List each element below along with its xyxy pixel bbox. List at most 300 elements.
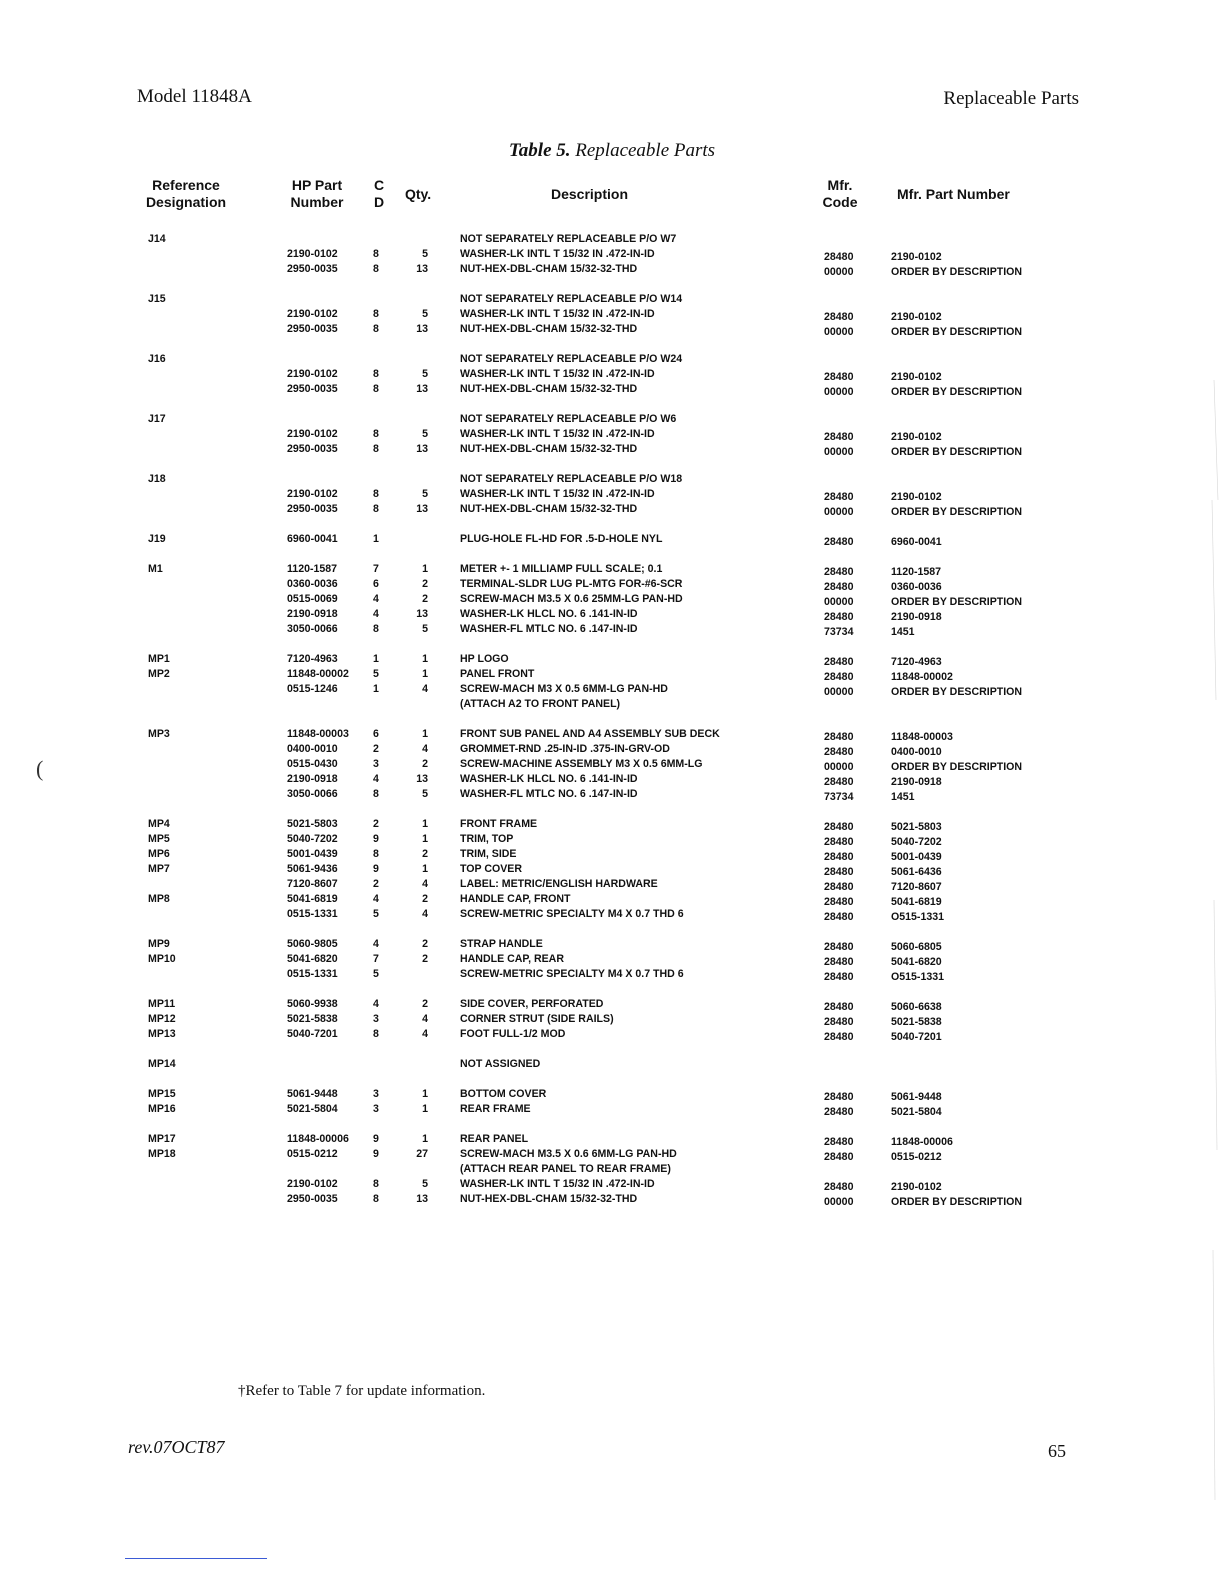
table-row: [0, 562, 1224, 576]
page-number: 65: [1048, 1441, 1066, 1461]
cell-hp: 2190-0102: [287, 488, 338, 500]
cell-code: 28480: [824, 941, 854, 953]
cell-desc: SCREW-MACH M3 X 0.5 6MM-LG PAN-HD: [460, 683, 668, 695]
cell-desc: WASHER-FL MTLC NO. 6 .147-IN-ID: [460, 623, 638, 635]
cell-mpn: 2190-0918: [891, 611, 942, 623]
table-row: [0, 667, 1224, 681]
cell-mpn: 1451: [891, 626, 915, 638]
table-row: [0, 757, 1224, 771]
cell-cd: 7: [373, 953, 379, 965]
cell-cd: 8: [373, 503, 379, 515]
cell-cd: 4: [373, 893, 379, 905]
cell-mpn: ORDER BY DESCRIPTION: [891, 596, 1023, 608]
table-row: [0, 862, 1224, 876]
cell-hp: 0515-0069: [287, 593, 338, 605]
cell-hp: 2190-0918: [287, 608, 338, 620]
cell-mpn: 5001-0439: [891, 851, 942, 863]
cell-hp: 3050-0066: [287, 623, 338, 635]
table-row: [0, 262, 1224, 276]
cell-ref: MP2: [148, 668, 170, 680]
table-row: [0, 427, 1224, 441]
cell-hp: 7120-8607: [287, 878, 338, 890]
cell-mpn: ORDER BY DESCRIPTION: [891, 446, 1023, 458]
cell-qty: 4: [422, 1028, 428, 1040]
cell-desc: STRAP HANDLE: [460, 938, 543, 950]
cell-qty: 1: [422, 668, 428, 680]
cell-ref: MP14: [148, 1058, 176, 1070]
table-row: [0, 247, 1224, 261]
col-header-hp-line2: Number: [290, 194, 344, 210]
cell-desc: SCREW-METRIC SPECIALTY M4 X 0.7 THD 6: [460, 908, 684, 920]
cell-hp: 5021-5838: [287, 1013, 338, 1025]
cell-cd: 2: [373, 818, 379, 830]
cell-hp: 0360-0036: [287, 578, 338, 590]
cell-desc: GROMMET-RND .25-IN-ID .375-IN-GRV-OD: [460, 743, 670, 755]
cell-hp: 2190-0102: [287, 248, 338, 260]
cell-desc: FOOT FULL-1/2 MOD: [460, 1028, 566, 1040]
cell-ref: MP15: [148, 1088, 176, 1100]
cell-mpn: ORDER BY DESCRIPTION: [891, 761, 1023, 773]
table-row: [0, 352, 1224, 366]
cell-hp: 0400-0010: [287, 743, 338, 755]
cell-ref: MP17: [148, 1133, 176, 1145]
cell-hp: 0515-0212: [287, 1148, 338, 1160]
cell-hp: 1120-1587: [287, 563, 338, 575]
cell-ref: MP16: [148, 1103, 176, 1115]
table-row: [0, 1012, 1224, 1026]
table-row: [0, 1192, 1224, 1206]
table-row: [0, 532, 1224, 546]
cell-hp: 0515-1331: [287, 968, 338, 980]
cell-qty: 5: [422, 1178, 428, 1190]
table-row: [0, 577, 1224, 591]
cell-hp: 5061-9436: [287, 863, 338, 875]
cell-ref: J16: [148, 353, 166, 365]
table-row: [0, 1087, 1224, 1101]
cell-desc: (ATTACH REAR PANEL TO REAR FRAME): [460, 1163, 671, 1175]
table-row: [0, 937, 1224, 951]
cell-mpn: O515-1331: [891, 971, 945, 983]
cell-mpn: 0400-0010: [891, 746, 942, 758]
cell-cd: 6: [373, 578, 379, 590]
col-header-reference-line2: Designation: [145, 194, 227, 210]
cell-code: 28480: [824, 431, 854, 443]
cell-code: 28480: [824, 311, 854, 323]
cell-desc: NUT-HEX-DBL-CHAM 15/32-32-THD: [460, 383, 638, 395]
cell-code: 28480: [824, 971, 854, 983]
table-row: [0, 832, 1224, 846]
cell-qty: 5: [422, 368, 428, 380]
cell-desc: NOT SEPARATELY REPLACEABLE P/O W14: [460, 293, 683, 305]
cell-desc: NOT SEPARATELY REPLACEABLE P/O W24: [460, 353, 683, 365]
cell-qty: 13: [416, 263, 428, 275]
cell-code: 28480: [824, 896, 854, 908]
cell-ref: MP9: [148, 938, 170, 950]
cell-hp: 3050-0066: [287, 788, 338, 800]
col-header-cd: [372, 177, 386, 211]
cell-mpn: 11848-00003: [891, 731, 953, 743]
col-header-reference: [143, 177, 229, 211]
cell-code: 00000: [824, 326, 854, 338]
cell-cd: 5: [373, 908, 379, 920]
cell-desc: FRONT FRAME: [460, 818, 538, 830]
cell-desc: WASHER-LK INTL T 15/32 IN .472-IN-ID: [460, 428, 655, 440]
margin-mark: (: [36, 756, 44, 781]
cell-desc: NOT SEPARATELY REPLACEABLE P/O W18: [460, 473, 683, 485]
col-header-mfr-code: [818, 177, 862, 211]
cell-cd: 8: [373, 263, 379, 275]
cell-desc: SCREW-MACH M3.5 X 0.6 25MM-LG PAN-HD: [460, 593, 683, 605]
cell-qty: 5: [422, 488, 428, 500]
table-row: [0, 847, 1224, 861]
table-row: [0, 877, 1224, 891]
col-header-hp-line1: HP Part: [291, 177, 343, 193]
cell-mpn: ORDER BY DESCRIPTION: [891, 266, 1023, 278]
cell-desc: REAR FRAME: [460, 1103, 531, 1115]
cell-code: 28480: [824, 611, 854, 623]
cell-cd: 2: [373, 743, 379, 755]
cell-mpn: ORDER BY DESCRIPTION: [891, 506, 1023, 518]
cell-desc: CORNER STRUT (SIDE RAILS): [460, 1013, 614, 1025]
col-header-description: Description: [551, 186, 629, 202]
scan-edge-noise: [1184, 0, 1224, 1584]
cell-qty: 13: [416, 1193, 428, 1205]
cell-desc: FRONT SUB PANEL AND A4 ASSEMBLY SUB DECK: [460, 728, 720, 740]
cell-qty: 5: [422, 248, 428, 260]
cell-cd: 9: [373, 1133, 379, 1145]
cell-code: 28480: [824, 671, 854, 683]
table-row: [0, 727, 1224, 741]
table-title: [0, 140, 1224, 162]
cell-mpn: 5021-5838: [891, 1016, 942, 1028]
cell-qty: 2: [422, 848, 428, 860]
cell-cd: 8: [373, 788, 379, 800]
cell-cd: 1: [373, 653, 379, 665]
cell-code: 00000: [824, 506, 854, 518]
cell-cd: 2: [373, 878, 379, 890]
cell-hp: 2190-0102: [287, 428, 338, 440]
cell-cd: 4: [373, 773, 379, 785]
cell-desc: WASHER-LK INTL T 15/32 IN .472-IN-ID: [460, 368, 655, 380]
cell-desc: HP LOGO: [460, 653, 509, 665]
cell-hp: 2950-0035: [287, 443, 338, 455]
cell-cd: 8: [373, 323, 379, 335]
cell-code: 28480: [824, 581, 854, 593]
cell-code: 28480: [824, 866, 854, 878]
cell-ref: J19: [148, 533, 166, 545]
cell-qty: 4: [422, 683, 428, 695]
cell-mpn: 11848-00006: [891, 1136, 953, 1148]
cell-desc: NOT SEPARATELY REPLACEABLE P/O W7: [460, 233, 677, 245]
cell-ref: MP18: [148, 1148, 176, 1160]
cell-mpn: 0360-0036: [891, 581, 942, 593]
cell-qty: 5: [422, 308, 428, 320]
cell-desc: WASHER-FL MTLC NO. 6 .147-IN-ID: [460, 788, 638, 800]
cell-desc: NUT-HEX-DBL-CHAM 15/32-32-THD: [460, 323, 638, 335]
cell-mpn: 5040-7201: [891, 1031, 942, 1043]
cell-mpn: 2190-0102: [891, 1181, 942, 1193]
table-row: [0, 412, 1224, 426]
cell-qty: 1: [422, 653, 428, 665]
cell-hp: 5041-6819: [287, 893, 338, 905]
cell-cd: 8: [373, 368, 379, 380]
cell-mpn: 5021-5803: [891, 821, 942, 833]
cell-code: 28480: [824, 1091, 854, 1103]
col-header-hp-part: [287, 177, 347, 211]
cell-desc: WASHER-LK HLCL NO. 6 .141-IN-ID: [460, 773, 638, 785]
cell-qty: 1: [422, 1133, 428, 1145]
scan-artifact-line: [125, 1558, 267, 1559]
cell-hp: 2950-0035: [287, 323, 338, 335]
table-row: [0, 607, 1224, 621]
cell-cd: 8: [373, 428, 379, 440]
cell-mpn: 5040-7202: [891, 836, 942, 848]
cell-cd: 1: [373, 533, 379, 545]
cell-qty: 2: [422, 593, 428, 605]
model-header: Model 11848A: [137, 86, 252, 107]
table-row: [0, 997, 1224, 1011]
cell-hp: 2950-0035: [287, 383, 338, 395]
cell-desc: PANEL FRONT: [460, 668, 535, 680]
cell-code: 28480: [824, 851, 854, 863]
table-row: [0, 1132, 1224, 1146]
cell-hp: 5040-7201: [287, 1028, 338, 1040]
cell-code: 28480: [824, 911, 854, 923]
cell-code: 28480: [824, 881, 854, 893]
cell-mpn: 2190-0102: [891, 311, 942, 323]
cell-ref: MP8: [148, 893, 170, 905]
cell-cd: 8: [373, 443, 379, 455]
table-row: [0, 502, 1224, 516]
col-header-reference-line1: Reference: [152, 177, 220, 193]
cell-mpn: O515-1331: [891, 911, 945, 923]
cell-hp: 11848-00006: [287, 1133, 349, 1145]
cell-desc: TRIM, SIDE: [460, 848, 517, 860]
cell-desc: WASHER-LK INTL T 15/32 IN .472-IN-ID: [460, 1178, 655, 1190]
table-row: [0, 367, 1224, 381]
table-row: [0, 1177, 1224, 1191]
cell-ref: MP4: [148, 818, 170, 830]
cell-desc: NOT SEPARATELY REPLACEABLE P/O W6: [460, 413, 677, 425]
cell-code: 28480: [824, 491, 854, 503]
cell-mpn: 5061-9448: [891, 1091, 942, 1103]
cell-cd: 8: [373, 248, 379, 260]
cell-cd: 8: [373, 1028, 379, 1040]
cell-cd: 9: [373, 1148, 379, 1160]
cell-code: 28480: [824, 1181, 854, 1193]
cell-ref: MP3: [148, 728, 170, 740]
cell-cd: 3: [373, 1088, 379, 1100]
cell-qty: 2: [422, 998, 428, 1010]
cell-cd: 8: [373, 1178, 379, 1190]
cell-qty: 13: [416, 503, 428, 515]
table-row: [0, 307, 1224, 321]
cell-mpn: 6960-0041: [891, 536, 942, 548]
cell-code: 28480: [824, 821, 854, 833]
cell-mpn: 2190-0102: [891, 431, 942, 443]
cell-hp: 5060-9805: [287, 938, 338, 950]
cell-ref: J15: [148, 293, 166, 305]
table-row: [0, 1102, 1224, 1116]
cell-hp: 11848-00002: [287, 668, 349, 680]
cell-qty: 4: [422, 908, 428, 920]
cell-mpn: 2190-0918: [891, 776, 942, 788]
cell-mpn: 5060-6805: [891, 941, 942, 953]
cell-cd: 5: [373, 668, 379, 680]
col-header-code-line1: Mfr.: [827, 177, 853, 193]
cell-hp: 6960-0041: [287, 533, 338, 545]
table-row: [0, 772, 1224, 786]
cell-mpn: ORDER BY DESCRIPTION: [891, 686, 1023, 698]
table-row: [0, 742, 1224, 756]
cell-ref: J18: [148, 473, 166, 485]
cell-ref: MP6: [148, 848, 170, 860]
cell-hp: 5021-5804: [287, 1103, 338, 1115]
table-row: [0, 1147, 1224, 1161]
table-row: [0, 892, 1224, 906]
cell-desc: HANDLE CAP, REAR: [460, 953, 564, 965]
cell-mpn: 5061-6436: [891, 866, 942, 878]
cell-cd: 8: [373, 1193, 379, 1205]
cell-code: 28480: [824, 731, 854, 743]
cell-mpn: 2190-0102: [891, 371, 942, 383]
cell-mpn: 11848-00002: [891, 671, 953, 683]
cell-desc: TRIM, TOP: [460, 833, 514, 845]
cell-code: 00000: [824, 1196, 854, 1208]
cell-ref: MP7: [148, 863, 170, 875]
cell-qty: 13: [416, 443, 428, 455]
cell-ref: MP13: [148, 1028, 176, 1040]
table-row: [0, 382, 1224, 396]
cell-mpn: 7120-8607: [891, 881, 942, 893]
cell-mpn: ORDER BY DESCRIPTION: [891, 326, 1023, 338]
table-title-prefix: Table 5.: [508, 140, 571, 161]
col-header-mfr-part-number: Mfr. Part Number: [897, 186, 1010, 202]
table-row: [0, 232, 1224, 246]
cell-hp: 2950-0035: [287, 503, 338, 515]
cell-cd: 3: [373, 1013, 379, 1025]
footnote: †Refer to Table 7 for update information.: [238, 1383, 486, 1399]
cell-hp: 5021-5803: [287, 818, 338, 830]
cell-cd: 3: [373, 758, 379, 770]
cell-hp: 11848-00003: [287, 728, 349, 740]
cell-desc: SCREW-MACHINE ASSEMBLY M3 X 0.5 6MM-LG: [460, 758, 703, 770]
cell-code: 00000: [824, 386, 854, 398]
cell-cd: 6: [373, 728, 379, 740]
cell-mpn: ORDER BY DESCRIPTION: [891, 1196, 1023, 1208]
revision-label: rev.07OCT87: [128, 1437, 225, 1457]
table-row: [0, 1057, 1224, 1071]
cell-desc: TOP COVER: [460, 863, 523, 875]
cell-code: 28480: [824, 536, 854, 548]
cell-mpn: ORDER BY DESCRIPTION: [891, 386, 1023, 398]
cell-qty: 13: [416, 773, 428, 785]
cell-cd: 8: [373, 488, 379, 500]
cell-code: 00000: [824, 596, 854, 608]
cell-desc: NUT-HEX-DBL-CHAM 15/32-32-THD: [460, 443, 638, 455]
table-row: [0, 1162, 1224, 1176]
cell-desc: LABEL: METRIC/ENGLISH HARDWARE: [460, 878, 658, 890]
cell-code: 00000: [824, 761, 854, 773]
cell-code: 28480: [824, 746, 854, 758]
cell-qty: 1: [422, 818, 428, 830]
cell-qty: 5: [422, 428, 428, 440]
table-row: [0, 1027, 1224, 1041]
cell-code: 28480: [824, 1136, 854, 1148]
cell-cd: 3: [373, 1103, 379, 1115]
cell-qty: 2: [422, 938, 428, 950]
table-row: [0, 907, 1224, 921]
cell-hp: 2190-0102: [287, 308, 338, 320]
cell-cd: 9: [373, 833, 379, 845]
cell-ref: MP11: [148, 998, 176, 1010]
cell-hp: 0515-1331: [287, 908, 338, 920]
cell-cd: 4: [373, 998, 379, 1010]
cell-ref: J17: [148, 413, 166, 425]
cell-hp: 5060-9938: [287, 998, 338, 1010]
cell-desc: PLUG-HOLE FL-HD FOR .5-D-HOLE NYL: [460, 533, 663, 545]
cell-code: 28480: [824, 1001, 854, 1013]
cell-qty: 27: [416, 1148, 428, 1160]
cell-code: 00000: [824, 266, 854, 278]
cell-code: 73734: [824, 626, 854, 638]
cell-qty: 4: [422, 743, 428, 755]
section-header: Replaceable Parts: [943, 88, 1079, 109]
cell-cd: 4: [373, 593, 379, 605]
cell-qty: 4: [422, 878, 428, 890]
cell-hp: 2190-0102: [287, 1178, 338, 1190]
cell-cd: 8: [373, 623, 379, 635]
table-row: [0, 487, 1224, 501]
cell-hp: 2950-0035: [287, 1193, 338, 1205]
cell-hp: 5041-6820: [287, 953, 338, 965]
cell-code: 28480: [824, 1151, 854, 1163]
cell-code: 28480: [824, 776, 854, 788]
cell-qty: 13: [416, 323, 428, 335]
cell-desc: NOT ASSIGNED: [460, 1058, 541, 1070]
cell-mpn: 1451: [891, 791, 915, 803]
cell-desc: NUT-HEX-DBL-CHAM 15/32-32-THD: [460, 1193, 638, 1205]
table-row: [0, 652, 1224, 666]
cell-qty: 1: [422, 728, 428, 740]
cell-desc: WASHER-LK HLCL NO. 6 .141-IN-ID: [460, 608, 638, 620]
table-title-text: Replaceable Parts: [575, 140, 716, 161]
cell-mpn: 5041-6819: [891, 896, 942, 908]
table-row: [0, 622, 1224, 636]
col-header-qty: Qty.: [405, 186, 432, 202]
cell-qty: 2: [422, 578, 428, 590]
cell-desc: WASHER-LK INTL T 15/32 IN .472-IN-ID: [460, 248, 655, 260]
table-row: [0, 442, 1224, 456]
table-row: [0, 952, 1224, 966]
cell-hp: 0515-0430: [287, 758, 338, 770]
cell-code: 28480: [824, 956, 854, 968]
col-header-cd-line1: C: [373, 177, 385, 193]
cell-desc: BOTTOM COVER: [460, 1088, 547, 1100]
cell-ref: MP10: [148, 953, 176, 965]
cell-hp: 2190-0102: [287, 368, 338, 380]
table-row: [0, 682, 1224, 696]
cell-code: 28480: [824, 656, 854, 668]
col-header-code-line2: Code: [822, 194, 858, 210]
cell-cd: 8: [373, 383, 379, 395]
cell-qty: 1: [422, 563, 428, 575]
table-row: [0, 292, 1224, 306]
cell-qty: 1: [422, 1088, 428, 1100]
cell-mpn: 5041-6820: [891, 956, 942, 968]
cell-cd: 8: [373, 848, 379, 860]
cell-hp: 5061-9448: [287, 1088, 338, 1100]
